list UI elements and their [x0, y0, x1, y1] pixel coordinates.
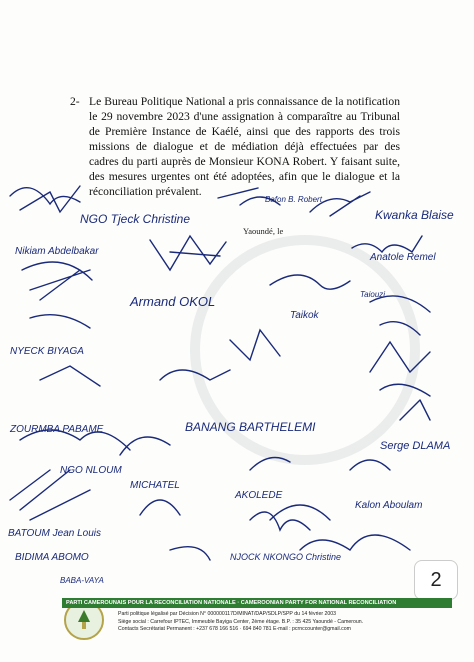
signature-name: Bafon B. Robert — [265, 195, 322, 204]
signature-name: BANANG BARTHELEMI — [185, 420, 316, 434]
signature-name: BATOUM Jean Louis — [8, 528, 102, 539]
footer-line: Parti politique légalisé par Décision N° 000000117D/MINAT/DAP/SDLP/SPP du 14 février 2003 — [118, 611, 337, 617]
signature-name: NYECK BIYAGA — [10, 346, 84, 357]
signature-name: Nikiam Abdelbakar — [15, 246, 99, 257]
page-number: 2 — [414, 560, 458, 600]
signature-name: BIDIMA ABOMO — [15, 552, 89, 563]
footer-line: Contacts Secrétariat Permanent : +237 678 166 516 · 694 840 781 E-mail : pcrnccounter@gmail.com — [118, 626, 351, 632]
footer-banner: PARTI CAMEROUNAIS POUR LA RECONCILIATION NATIONALE · CAMEROONIAN PARTY FOR NATIONAL RECONCILIATION — [62, 598, 452, 608]
signature-name: Taiouzi — [360, 290, 386, 299]
signature-name: NGO NLOUM — [60, 465, 122, 476]
signature-name: Serge DLAMA — [380, 440, 451, 452]
letterhead-footer — [62, 598, 452, 634]
signature-name: Anatole Remel — [370, 252, 436, 263]
signature-name: NGO Tjeck Christine — [80, 212, 191, 226]
signature-name: Armand OKOL — [130, 294, 216, 309]
signature-name: NJOCK NKONGO Christine — [230, 552, 342, 562]
signature-name: BABA-VAYA — [60, 576, 104, 585]
signature-name: MICHATEL — [130, 480, 180, 491]
signature-name: Kwanka Blaise — [375, 208, 454, 222]
signature-name: Kalon Aboulam — [355, 500, 423, 511]
paragraph-text: Le Bureau Politique National a pris connaissance de la notification le 29 novembre 2023 d'une assignation à comparaître au Tribunal de Première Instance de Kaélé, ainsi que des rapports des trois missions de dialogue et de médiation déjà effectuées par des cadres du parti auprès de Monsieur KONA Robert. Y faisant suite, des mesures urgentes ont été adoptées, afin que le dialogue et la réconciliation prévalent. — [89, 95, 400, 198]
signature-name: Taikok — [290, 310, 319, 321]
place-date: Yaoundé, le — [243, 226, 284, 236]
footer-line: Siège social : Carrefour IPTEC, Immeuble Bayiga Center, 2ème étage. B.P. : 35 425 Yaoundé - Cameroun. — [118, 618, 364, 625]
signature-name: AKOLEDE — [235, 490, 283, 501]
item-number: 2- — [70, 95, 80, 108]
signature-name: ZOURMBA PABAME — [10, 424, 104, 435]
